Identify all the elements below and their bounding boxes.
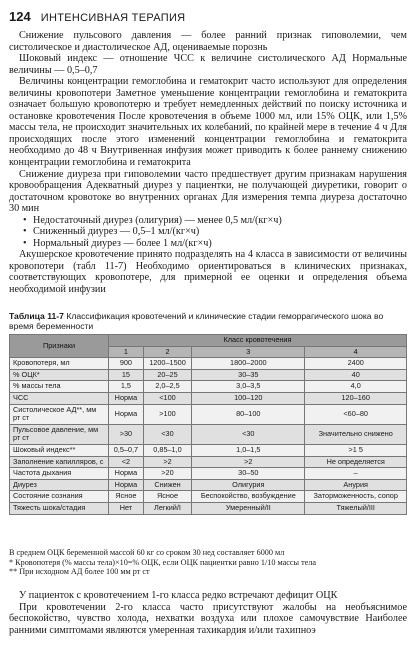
table-cell: 1800–2000 [192, 358, 305, 370]
table-cell: >20 [143, 468, 191, 480]
table-cell: 1,5 [109, 381, 144, 393]
table-cell: <60–80 [305, 404, 407, 424]
continued-text [9, 590, 407, 636]
row-label: Шоковый индекс** [10, 444, 109, 456]
table-caption [9, 311, 407, 331]
row-label: Состояние сознания [10, 491, 109, 503]
list-item: • Недостаточный диурез (олигурия) — менее 0,5 мл/(кг×ч) [23, 215, 407, 227]
paragraph: Величины концентрации гемоглобина и гематокрит часто используют для определения величины кровопотери Заметное уменьшение концентрации гемоглобина и гематокрита означает большую кровопотерю и требует немедленных действий по поиску источника и остановке кровотечения После кровотечения в объеме 1000 мл, или 15% ОЦК, или 1,5% массы тела, не происходит значительных их колебаний, по крайней мере в течение 4 ч Для происходящих после этого изменений концентрации гемоглобина и гематокрита необходимо до 48 ч Внутривенная инфузия может приводить к более раннему снижению концентрации гемоглобина и гематокрита [9, 76, 407, 169]
table-label: Таблица 11-7 [9, 311, 64, 321]
table-cell: <100 [143, 392, 191, 404]
table-cell: 4,0 [305, 381, 407, 393]
list-item: • Нормальный диурез — более 1 мл/(кг×ч) [23, 238, 407, 250]
table-cell: Олигурия [192, 479, 305, 491]
table-row [10, 468, 407, 480]
table-body [10, 358, 407, 514]
paragraph: Снижение диуреза при гиповолемии часто предшествует другим признакам нарушения кровообращения Адекватный диурез у пациентки, не получающей диуретики, говорит о достаточном кровотоке во внутренних органах Для измерения темпа диуреза достаточно 30 мин [9, 168, 407, 215]
table-cell: Норма [109, 479, 144, 491]
paragraph: Снижение пульсового давления — более ранний признак гиповолемии, чем систолическое и диастолическое АД, оцениваемые порознь [9, 30, 407, 53]
list-item: • Сниженный диурез — 0,5–1 мл/(кг×ч) [23, 226, 407, 238]
row-label: Систолическое АД**, мм рт ст [10, 404, 109, 424]
table-note: * Кровопотеря (% массы тела)×10=% ОЦК, если ОЦК пациентки равно 1/10 массы тела [9, 557, 316, 567]
table-cell: >1 5 [305, 444, 407, 456]
table-notes [9, 548, 407, 577]
table-cell: 30–50 [192, 468, 305, 480]
table-cell: <2 [109, 456, 144, 468]
table-cell: Норма [109, 468, 144, 480]
row-label: % ОЦК* [10, 369, 109, 381]
class-number: 3 [192, 346, 305, 358]
table-cell: 2400 [305, 358, 407, 370]
table-cell: 100–120 [192, 392, 305, 404]
table-cell: <30 [192, 424, 305, 444]
paragraph: Акушерское кровотечение принято подразделять на 4 класса в зависимости от величины кровопотери (табл 11-7) Необходимо ориентироваться в клинических признаках, соответствующих кровопотере, для примерной ее оценки и определения объема необходимой инфузии [9, 249, 407, 296]
table-row [10, 479, 407, 491]
table-cell: 15 [109, 369, 144, 381]
paragraph: Шоковый индекс — отношение ЧСС к величине систолического АД Нормальные величины — 0,5–0,7 [9, 53, 407, 76]
table-cell: 40 [305, 369, 407, 381]
table-cell: 2,0–2,5 [143, 381, 191, 393]
table-row [10, 369, 407, 381]
row-label: % массы тела [10, 381, 109, 393]
table-row [10, 358, 407, 370]
table-cell: Значительно снижено [305, 424, 407, 444]
row-label: Частота дыхания [10, 468, 109, 480]
table-row [10, 392, 407, 404]
row-label: ЧСС [10, 392, 109, 404]
table-cell: Заторможенность, сопор [305, 491, 407, 503]
table-cell: 3,0–3,5 [192, 381, 305, 393]
table-cell: 80–100 [192, 404, 305, 424]
row-label: Заполнение капилляров, с [10, 456, 109, 468]
table-cell: Анурия [305, 479, 407, 491]
row-label: Кровопотеря, мл [10, 358, 109, 370]
table-row [10, 404, 407, 424]
table-cell: – [305, 468, 407, 480]
table-cell: >100 [143, 404, 191, 424]
running-title: ИНТЕНСИВНАЯ ТЕРАПИЯ [40, 12, 186, 24]
row-label: Тяжесть шока/стадия [10, 502, 109, 514]
paragraph: При кровотечении 2-го класса часто присутствуют жалобы на необъяснимое беспокойство, чувство холода, нехватки воздуха или плохое самочувствие Наиболее ранними симптомами являются умеренная тахикардия и/или тахипноэ [9, 601, 407, 636]
table-cell: Снижен [143, 479, 191, 491]
body-text [9, 30, 407, 296]
table-cell: >30 [109, 424, 144, 444]
table-cell: Тяжелый/III [305, 502, 407, 514]
row-label: Диурез [10, 479, 109, 491]
class-number: 4 [305, 346, 407, 358]
table-cell: Ясное [109, 491, 144, 503]
table-cell: 900 [109, 358, 144, 370]
table-cell: >2 [192, 456, 305, 468]
table-cell: Нет [109, 502, 144, 514]
hemorrhage-classification-table [9, 334, 407, 515]
running-header [9, 9, 185, 24]
table-cell: 1200–1500 [143, 358, 191, 370]
table-cell: Норма [109, 404, 144, 424]
table-cell: 0,85–1,0 [143, 444, 191, 456]
table-cell: Не определяется [305, 456, 407, 468]
diuresis-list [9, 215, 407, 250]
table-cell: 20–25 [143, 369, 191, 381]
table-cell: 0,5–0,7 [109, 444, 144, 456]
class-number: 2 [143, 346, 191, 358]
table-cell: Беспокойство, возбуждение [192, 491, 305, 503]
row-label: Пульсовое давление, мм рт ст [10, 424, 109, 444]
table-row [10, 424, 407, 444]
table-cell: >2 [143, 456, 191, 468]
table-cell: 1,0–1,5 [192, 444, 305, 456]
header-class: Класс кровотечения [109, 335, 407, 347]
table-row [10, 491, 407, 503]
table-cell: Легкий/I [143, 502, 191, 514]
table-row [10, 456, 407, 468]
table-cell: Норма [109, 392, 144, 404]
page-number: 124 [9, 9, 31, 24]
table-row [10, 444, 407, 456]
table-cell: Ясное [143, 491, 191, 503]
table-row [10, 502, 407, 514]
header-signs: Признаки [10, 335, 109, 358]
table-cell: <30 [143, 424, 191, 444]
paragraph: У пациенток с кровотечением 1-го класса редко встречают дефицит ОЦК [19, 590, 338, 601]
table-caption-text: Классификация кровотечений и клинические стадии геморрагического шока во время беременности [9, 311, 384, 331]
table-row [10, 381, 407, 393]
table-cell: 120–160 [305, 392, 407, 404]
table-note: ** При исходном АД более 100 мм рт ст [9, 567, 150, 577]
table-cell: Умеренный/II [192, 502, 305, 514]
class-number: 1 [109, 346, 144, 358]
table-cell: 30–35 [192, 369, 305, 381]
table-note: В среднем ОЦК беременной массой 60 кг со сроком 30 нед составляет 6000 мл [9, 548, 285, 557]
